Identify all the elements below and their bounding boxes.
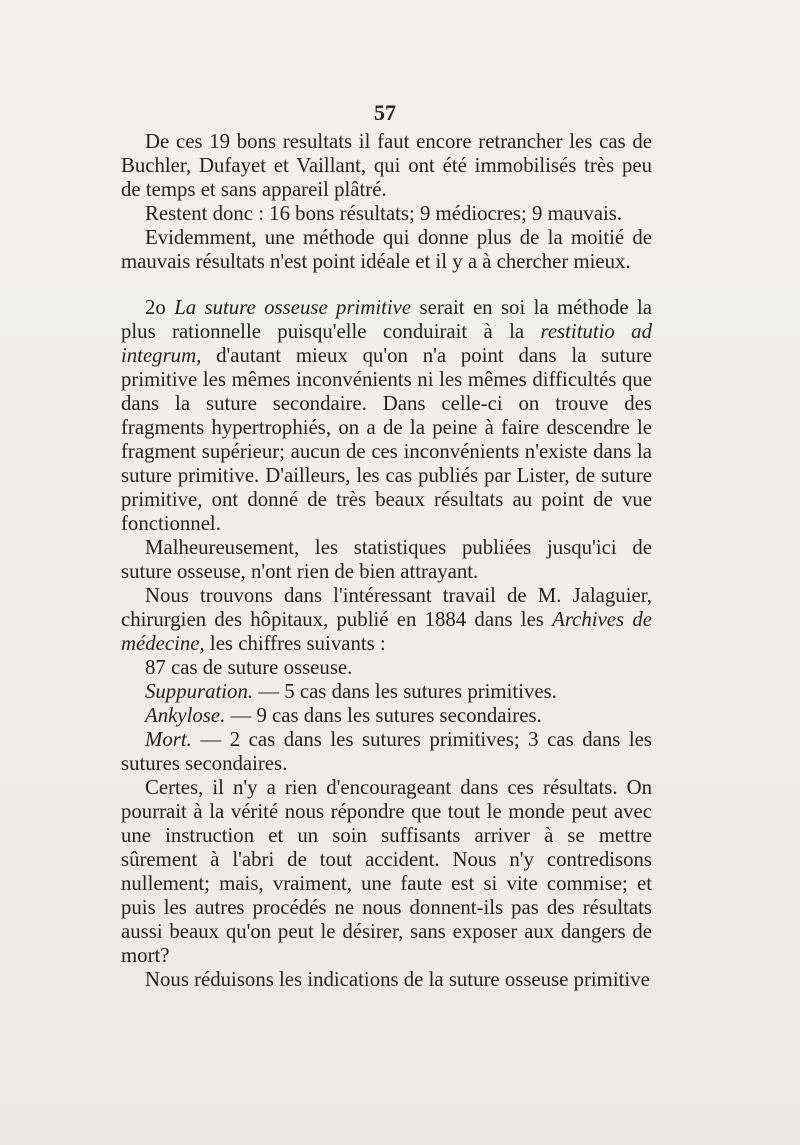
paragraph-text: Nous trouvons dans l'intéressant travail de M. Jalaguier, chirurgien des hôpitaux, publié en 1884 dans les	[121, 584, 652, 631]
page-number: 57	[374, 100, 396, 125]
paragraph	[121, 776, 652, 968]
paragraph-text: les chiffres suivants :	[204, 632, 386, 655]
paragraph-text: Certes, il n'y a rien d'encourageant dans ces résultats. On pourrait à la vérité nous répondre que tout le monde peut avec une instruction et un soin suffisants arriver à se mettre sûrement à l'abri de tout accident. Nous n'y contredisons nullement; mais, vraiment, une faute est si vite commise; et puis les autres procédés ne nous donnent-ils pas des résultats aussi beaux qu'on peut le désirer, sans exposer aux dangers de mort?	[121, 776, 652, 967]
italic-text: Suppuration.	[145, 680, 254, 703]
italic-text: Ankylose.	[145, 704, 226, 727]
paragraph-text: Evidemment, une méthode qui donne plus de la moitié de mauvais résultats n'est point idéale et il y a à chercher mieux.	[121, 226, 652, 273]
italic-text: Archives de médecine,	[121, 608, 652, 655]
paragraph	[121, 226, 652, 274]
paragraph	[121, 728, 652, 776]
paragraph	[121, 584, 652, 656]
italic-text: Mort.	[145, 728, 192, 751]
paragraph-text: De ces 19 bons resultats il faut encore retrancher les cas de Buchler, Dufayet et Vaillant, qui ont été immobilisés très peu de temps et sans appareil plâtré.	[121, 130, 652, 201]
paragraph-text: Restent donc : 16 bons résultats; 9 médiocres; 9 mauvais.	[145, 202, 623, 225]
paragraph	[121, 656, 652, 680]
paragraph-text: — 5 cas dans les sutures primitives.	[253, 680, 557, 703]
italic-text: restitutio ad integrum,	[121, 320, 652, 367]
italic-text: La suture osseuse primitive	[174, 296, 412, 319]
paragraph-text: Nous réduisons les indications de la suture osseuse primitive	[145, 968, 650, 991]
paragraph	[121, 680, 652, 704]
paragraph-text: — 9 cas dans les sutures secondaires.	[225, 704, 542, 727]
paragraph-text: 87 cas de suture osseuse.	[145, 656, 353, 679]
paragraph	[121, 202, 652, 226]
paragraph	[121, 130, 652, 202]
paragraph-lead: 2o	[145, 296, 175, 319]
paragraph-text: Malheureusement, les statistiques publiées jusqu'ici de suture osseuse, n'ont rien de bien attrayant.	[121, 536, 652, 583]
body-text	[121, 130, 652, 992]
paragraph	[121, 968, 652, 992]
paragraph	[121, 296, 652, 536]
paragraph-text: d'autant mieux qu'on n'a point dans la suture primitive les mêmes inconvénients ni les mêmes difficultés que dans la suture secondaire. Dans celle-ci on trouve des fragments hypertrophiés, on a de la peine à faire descendre le fragment supérieur; aucun de ces inconvénients n'existe dans la suture primitive. D'ailleurs, les cas publiés par Lister, de suture primitive, ont donné de très beaux résultats au point de vue fonctionnel.	[121, 344, 652, 535]
paragraph	[121, 536, 652, 584]
paragraph-text: serait en soi la méthode la plus rationnelle puisqu'elle conduirait à la	[121, 296, 653, 343]
paragraph	[121, 704, 652, 728]
paragraph-text: — 2 cas dans les sutures primitives; 3 cas dans les sutures secondaires.	[121, 728, 652, 775]
